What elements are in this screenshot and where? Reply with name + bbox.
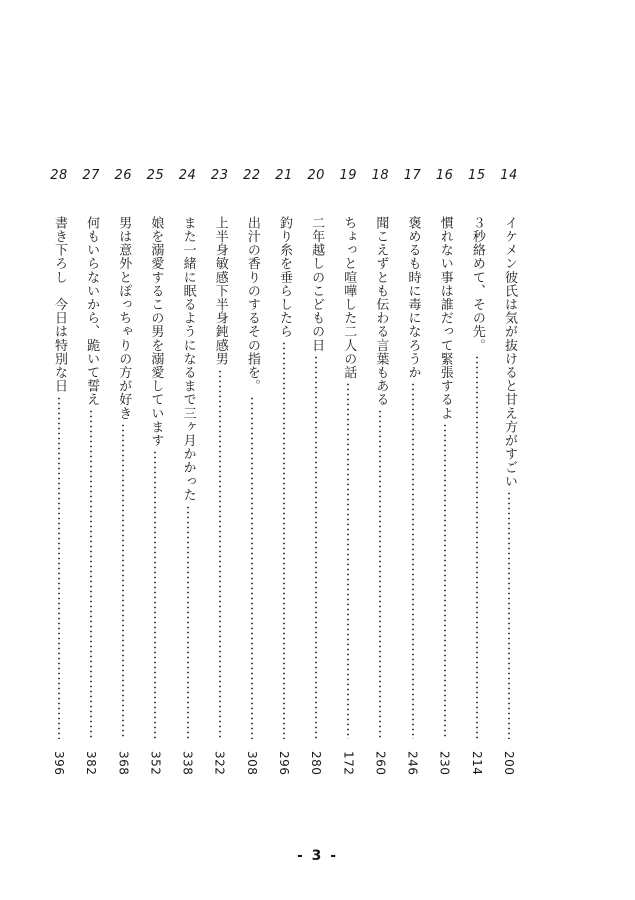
- dot-leader: [48, 396, 70, 739]
- toc-entry-body: [80, 216, 102, 742]
- chapter-title: 出汁の香りのするその指を。: [244, 216, 260, 393]
- dot-leader: [273, 341, 295, 739]
- toc-entry-body: [402, 216, 424, 742]
- dot-leader: [241, 396, 263, 739]
- chapter-number: 19: [339, 168, 358, 183]
- dot-leader: [144, 450, 166, 739]
- chapter-number: 20: [307, 168, 325, 183]
- toc-entry-body: [305, 216, 327, 742]
- page-reference: 382: [84, 750, 99, 776]
- toc-entry-body: [273, 216, 295, 742]
- page-reference: 352: [148, 750, 163, 776]
- page-reference: 214: [469, 750, 484, 776]
- chapter-title: 男は意外とぽっちゃりの方が好き: [116, 216, 132, 420]
- toc-entry-body: [498, 216, 520, 742]
- dot-leader: [369, 409, 391, 739]
- chapter-title: 上半身敏感下半身鈍感男: [212, 216, 228, 366]
- page-reference: 338: [180, 750, 195, 776]
- chapter-title: 褒めるも時に毒になろうか: [405, 216, 421, 380]
- page-reference: 308: [244, 750, 259, 776]
- chapter-number: 23: [210, 168, 229, 183]
- toc-entry: [269, 168, 299, 788]
- dot-leader: [337, 382, 359, 739]
- chapter-title: イケメン彼氏は気が抜けると甘え方がすごい: [501, 216, 517, 488]
- toc-entry-body: [177, 216, 199, 742]
- page-reference: 280: [309, 750, 324, 776]
- chapter-title: ちょっと喧嘩した二人の話: [341, 216, 357, 380]
- chapter-number: 18: [371, 168, 390, 183]
- chapter-number: 26: [114, 168, 133, 183]
- chapter-title: 慣れない事は誰だって緊張するよ: [437, 216, 453, 420]
- toc-entry: [365, 168, 395, 788]
- page-reference: 368: [116, 750, 131, 776]
- toc-entry-body: [144, 216, 166, 742]
- chapter-title: 二年越しのこどもの日: [309, 216, 325, 352]
- toc-entry: [76, 168, 106, 788]
- chapter-number: 21: [275, 168, 293, 183]
- dot-leader: [434, 423, 456, 739]
- toc-entry-body: [466, 216, 488, 742]
- toc-entry-body: [112, 216, 134, 742]
- dot-leader: [305, 355, 327, 739]
- dot-leader: [112, 423, 134, 739]
- toc-entry: [44, 168, 74, 788]
- chapter-number: 15: [468, 168, 486, 183]
- dot-leader: [177, 505, 199, 739]
- page-reference: 396: [52, 750, 66, 776]
- page-reference: 322: [212, 750, 227, 776]
- page-reference: 200: [501, 750, 516, 776]
- toc-entry: [462, 168, 492, 788]
- toc-entry-body: [209, 216, 231, 742]
- page-reference: 172: [341, 750, 356, 776]
- chapter-title: ３秒絡めて、その先。: [469, 216, 485, 352]
- chapter-number: 14: [500, 168, 518, 183]
- toc-entry: [205, 168, 235, 788]
- chapter-number: 28: [50, 168, 68, 183]
- chapter-title: 釣り糸を垂らしたら: [276, 216, 292, 339]
- toc-entry: [237, 168, 267, 788]
- chapter-number: 27: [82, 168, 100, 183]
- page-reference: 260: [373, 750, 388, 776]
- chapter-number: 17: [403, 168, 422, 183]
- page-reference: 230: [437, 750, 452, 776]
- page-reference: 296: [276, 750, 291, 776]
- toc-entry: [301, 168, 331, 788]
- chapter-title: 娘を溺愛するこの男を溺愛しています: [148, 216, 164, 448]
- toc-entry: [108, 168, 138, 788]
- chapter-title: 書き下ろし 今日は特別な日: [52, 216, 67, 393]
- toc-entry: [140, 168, 170, 788]
- table-of-contents: [44, 168, 524, 788]
- chapter-title: また一緒に眠るようになるまで三ヶ月かかった: [180, 216, 196, 502]
- toc-entry: [398, 168, 428, 788]
- chapter-title: 聞こえずとも伝わる言葉もある: [373, 216, 389, 407]
- dot-leader: [498, 491, 520, 739]
- toc-entry-body: [241, 216, 263, 742]
- dot-leader: [80, 409, 102, 739]
- toc-entry-body: [434, 216, 456, 742]
- toc-entry: [430, 168, 460, 788]
- dot-leader: [209, 369, 231, 739]
- chapter-number: 24: [178, 168, 197, 183]
- toc-entry: [333, 168, 363, 788]
- chapter-number: 25: [146, 168, 165, 183]
- chapter-number: 16: [435, 168, 454, 183]
- chapter-title: 何もいらないから、跪いて誓え: [84, 216, 100, 407]
- dot-leader: [402, 382, 424, 739]
- chapter-number: 22: [243, 168, 261, 183]
- toc-entry: [494, 168, 524, 788]
- page-reference: 246: [405, 750, 420, 776]
- toc-entry-body: [48, 216, 70, 742]
- toc-entry: [173, 168, 203, 788]
- toc-entry-body: [337, 216, 359, 742]
- page-number: - 3 -: [296, 848, 339, 864]
- toc-entry-body: [369, 216, 391, 742]
- dot-leader: [466, 355, 488, 739]
